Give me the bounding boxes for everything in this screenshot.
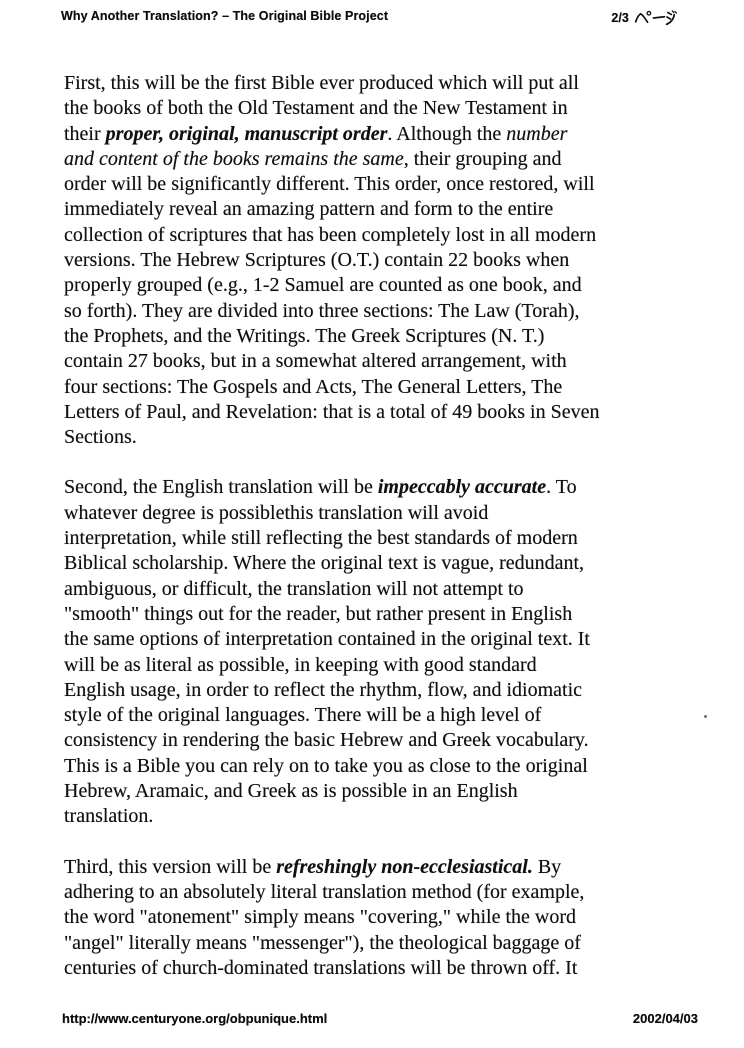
page-number xyxy=(611,9,678,26)
paragraph-first-point: First, this will be the first Bible ever produced which will put all the books of both the Old Testament and the New Testament in their proper, original, manuscript order. Although the number and content of the books remains the same, their grouping and order will be significantly different. This order, once restored, will immediately reveal an amazing pattern and form to the entire collection of scriptures that has been completely lost in all modern versions. The Hebrew Scriptures (O.T.) contain 22 books when properly grouped (e.g., 1-2 Samuel are counted as one book, and so forth). They are divided into three sections: The Law (Torah), the Prophets, and the Writings. The Greek Scriptures (N. T.) contain 27 books, but in a somewhat altered arrangement, with four sections: The Gospels and Acts, The General Letters, The Letters of Paul, and Revelation: that is a total of 49 books in Seven Sections. xyxy=(64,72,600,449)
paragraph-third-point: Third, this version will be refreshingly non-ecclesiastical. By adhering to an absolutely literal translation method (for example, the word "atonement" simply means "covering," while the word "angel" literally means "messenger"), the theological baggage of centuries of church-dominated translations will be thrown off. It xyxy=(64,855,585,979)
header-title: Why Another Translation? – The Original Bible Project xyxy=(61,9,389,23)
footer-url: http://www.centuryone.org/obpunique.html xyxy=(62,1011,328,1026)
paragraph-second-point: Second, the English translation will be impeccably accurate. To whatever degree is possiblethis translation will avoid interpretation, while still reflecting the best standards of modern Biblical scholarship. Where the original text is vague, redundant, ambiguous, or difficult, the translation will not attempt to "smooth" things out for the reader, but rather present in English the same options of interpretation contained in the original text. It will be as literal as possible, in keeping with good standard English usage, in order to reflect the rhythm, flow, and idiomatic style of the original languages. There will be a high level of consistency in rendering the basic Hebrew and Greek vocabulary. This is a Bible you can rely on to take you as close to the original Hebrew, Aramaic, and Greek as is possible in an English translation. xyxy=(64,476,590,828)
print-header xyxy=(61,9,678,26)
print-footer xyxy=(62,1011,698,1026)
scan-artifact-dot xyxy=(704,715,707,718)
footer-date: 2002/04/03 xyxy=(632,1011,698,1026)
page-number-value: 2/3 xyxy=(611,10,629,25)
katakana-page-icon xyxy=(634,10,678,26)
document-body xyxy=(64,71,724,1006)
